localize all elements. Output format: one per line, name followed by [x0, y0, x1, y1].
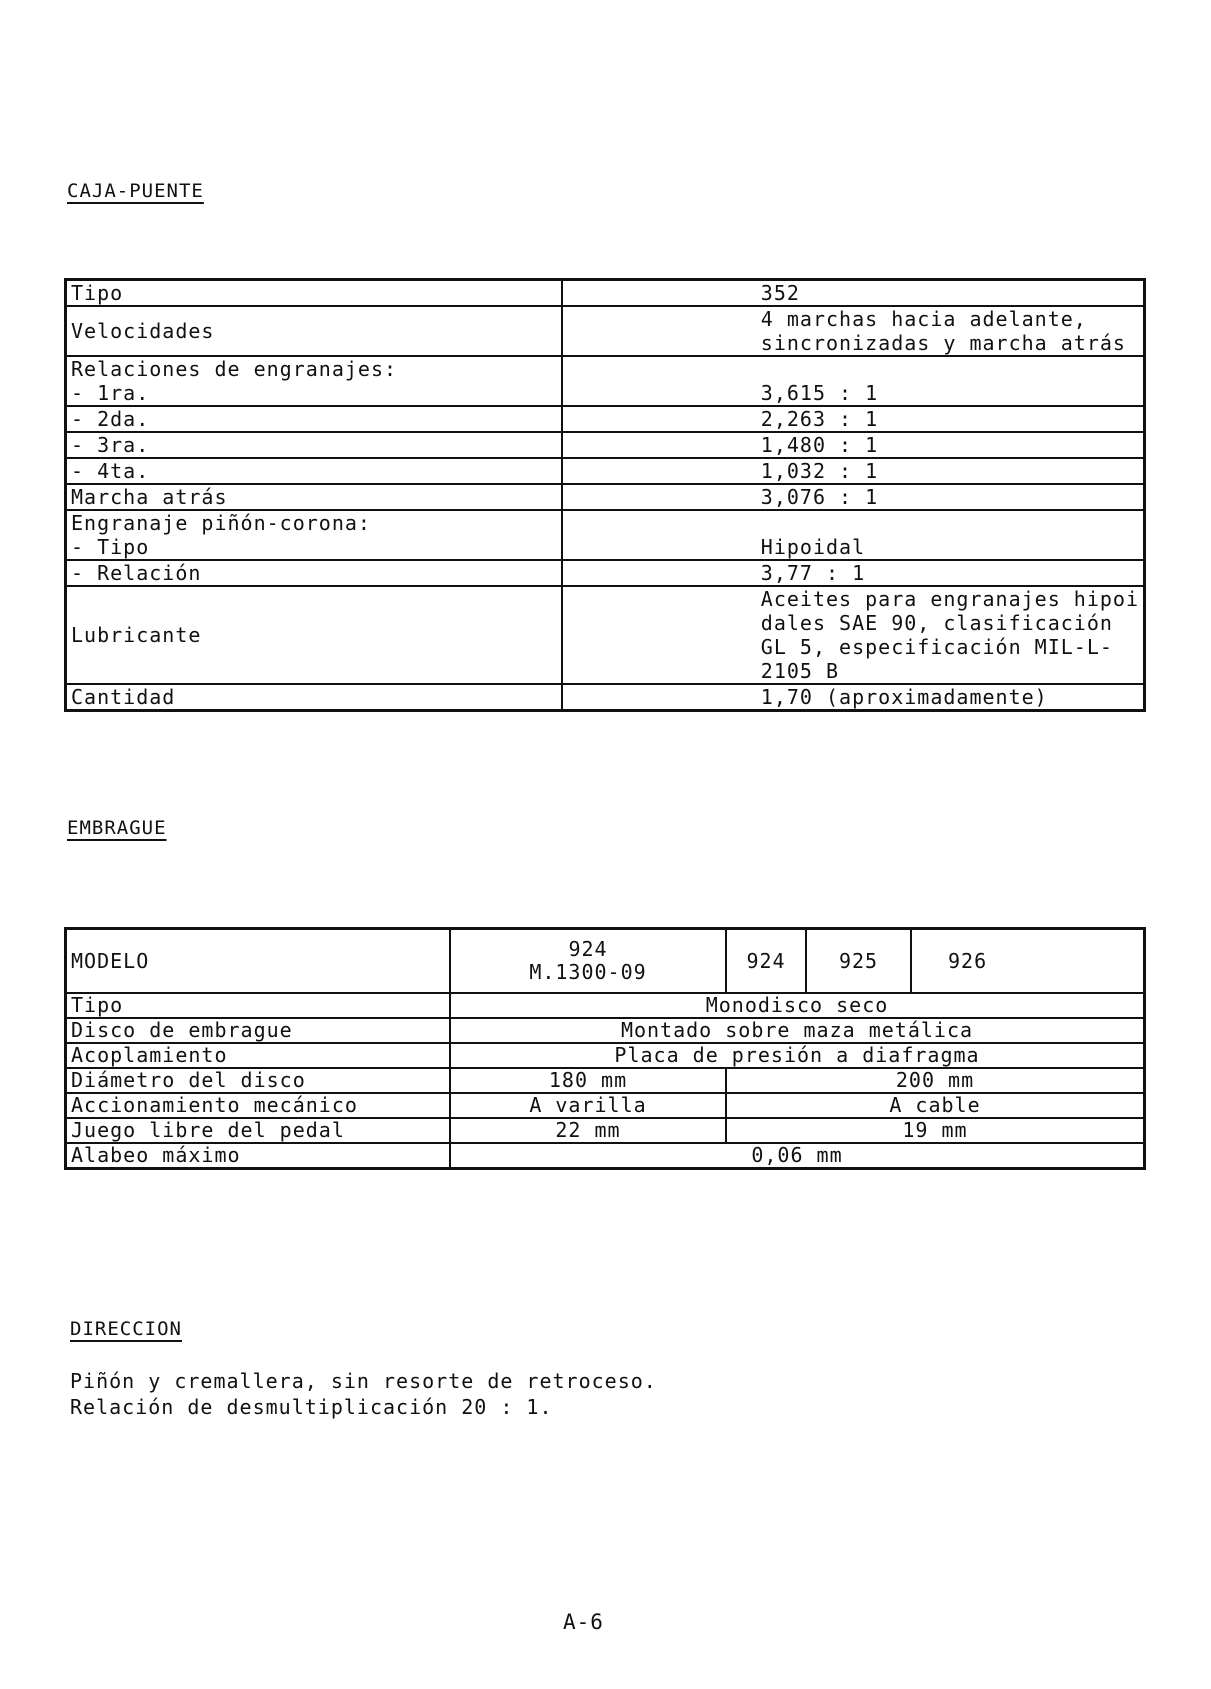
marcha-atras-value: 3,076 : 1 — [562, 484, 1145, 510]
table-row — [66, 458, 1145, 484]
modelo-924: 924 — [726, 929, 806, 994]
table-row — [66, 684, 1145, 711]
velocidades-value-line1: 4 marchas hacia adelante, — [760, 307, 1087, 331]
lubricante-value — [562, 586, 1145, 684]
embrague-heading: EMBRAGUE — [67, 817, 167, 839]
juego-value-a: 22 mm — [450, 1118, 726, 1143]
juego-value-b: 19 mm — [726, 1118, 1145, 1143]
modelo-926: 926 — [911, 929, 1145, 994]
relaciones-heading: Relaciones de engranajes: — [71, 357, 398, 381]
diametro-value-a: 180 mm — [450, 1068, 726, 1093]
direccion-line2: Relación de desmultiplicación 20 : 1. — [70, 1395, 553, 1419]
table-row — [66, 929, 1145, 994]
velocidades-label: Velocidades — [66, 306, 562, 356]
engranaje-relacion-label: - Relación — [66, 560, 562, 586]
lubricante-line4: 2105 B — [760, 659, 840, 683]
marcha-atras-label: Marcha atrás — [66, 484, 562, 510]
juego-label: Juego libre del pedal — [66, 1118, 451, 1143]
tipo-value: 352 — [562, 280, 1145, 307]
table-row — [66, 1143, 1145, 1169]
accionamiento-value-a: A varilla — [450, 1093, 726, 1118]
emb-tipo-value: Monodisco seco — [450, 993, 1145, 1018]
table-row — [66, 586, 1145, 684]
modelo-924-line1: 924 — [568, 937, 608, 961]
direccion-text — [70, 1368, 657, 1420]
lubricante-label: Lubricante — [66, 586, 562, 684]
engranaje-heading: Engranaje piñón-corona: — [71, 511, 371, 535]
relacion-1ra-value: 3,615 : 1 — [562, 356, 1145, 406]
alabeo-value: 0,06 mm — [450, 1143, 1145, 1169]
table-row — [66, 1018, 1145, 1043]
table-row — [66, 280, 1145, 307]
direccion-heading: DIRECCION — [70, 1318, 182, 1340]
alabeo-label: Alabeo máximo — [66, 1143, 451, 1169]
relacion-2da-label: - 2da. — [66, 406, 562, 432]
relaciones-label — [66, 356, 562, 406]
engranaje-tipo-value: Hipoidal — [562, 510, 1145, 560]
relacion-3ra-label: - 3ra. — [66, 432, 562, 458]
engranaje-relacion-value: 3,77 : 1 — [562, 560, 1145, 586]
table-row — [66, 484, 1145, 510]
caja-puente-table — [64, 278, 1146, 712]
table-row — [66, 560, 1145, 586]
caja-puente-heading: CAJA-PUENTE — [67, 180, 204, 202]
velocidades-value-line2: sincronizadas y marcha atrás — [760, 331, 1126, 355]
relacion-3ra-value: 1,480 : 1 — [562, 432, 1145, 458]
cantidad-label: Cantidad — [66, 684, 562, 711]
diametro-value-b: 200 mm — [726, 1068, 1145, 1093]
modelo-924-line2: M.1300-09 — [529, 960, 647, 984]
table-row — [66, 1043, 1145, 1068]
direccion-line1: Piñón y cremallera, sin resorte de retroceso. — [70, 1369, 657, 1393]
cantidad-value: 1,70 (aproximadamente) — [562, 684, 1145, 711]
table-row — [66, 510, 1145, 560]
table-row — [66, 432, 1145, 458]
modelo-924-m1300 — [450, 929, 726, 994]
tipo-label: Tipo — [66, 280, 562, 307]
modelo-925: 925 — [806, 929, 911, 994]
lubricante-line1: Aceites para engranajes hipoi — [760, 587, 1139, 611]
diametro-label: Diámetro del disco — [66, 1068, 451, 1093]
embrague-table — [64, 927, 1146, 1170]
table-row — [66, 1068, 1145, 1093]
table-row — [66, 306, 1145, 356]
modelo-label: MODELO — [66, 929, 451, 994]
engranaje-label — [66, 510, 562, 560]
relacion-4ta-label: - 4ta. — [66, 458, 562, 484]
table-row — [66, 406, 1145, 432]
disco-label: Disco de embrague — [66, 1018, 451, 1043]
accionamiento-label: Accionamiento mecánico — [66, 1093, 451, 1118]
table-row — [66, 356, 1145, 406]
velocidades-value — [562, 306, 1145, 356]
table-row — [66, 1118, 1145, 1143]
lubricante-line3: GL 5, especificación MIL-L- — [760, 635, 1113, 659]
emb-tipo-label: Tipo — [66, 993, 451, 1018]
page-number: A-6 — [563, 1610, 604, 1634]
acoplamiento-label: Acoplamiento — [66, 1043, 451, 1068]
engranaje-tipo-label: - Tipo — [71, 535, 150, 559]
relacion-2da-value: 2,263 : 1 — [562, 406, 1145, 432]
disco-value: Montado sobre maza metálica — [450, 1018, 1145, 1043]
acoplamiento-value: Placa de presión a diafragma — [450, 1043, 1145, 1068]
table-row — [66, 993, 1145, 1018]
lubricante-line2: dales SAE 90, clasificación — [760, 611, 1113, 635]
relacion-1ra-label: - 1ra. — [71, 381, 150, 405]
relacion-4ta-value: 1,032 : 1 — [562, 458, 1145, 484]
table-row — [66, 1093, 1145, 1118]
accionamiento-value-b: A cable — [726, 1093, 1145, 1118]
